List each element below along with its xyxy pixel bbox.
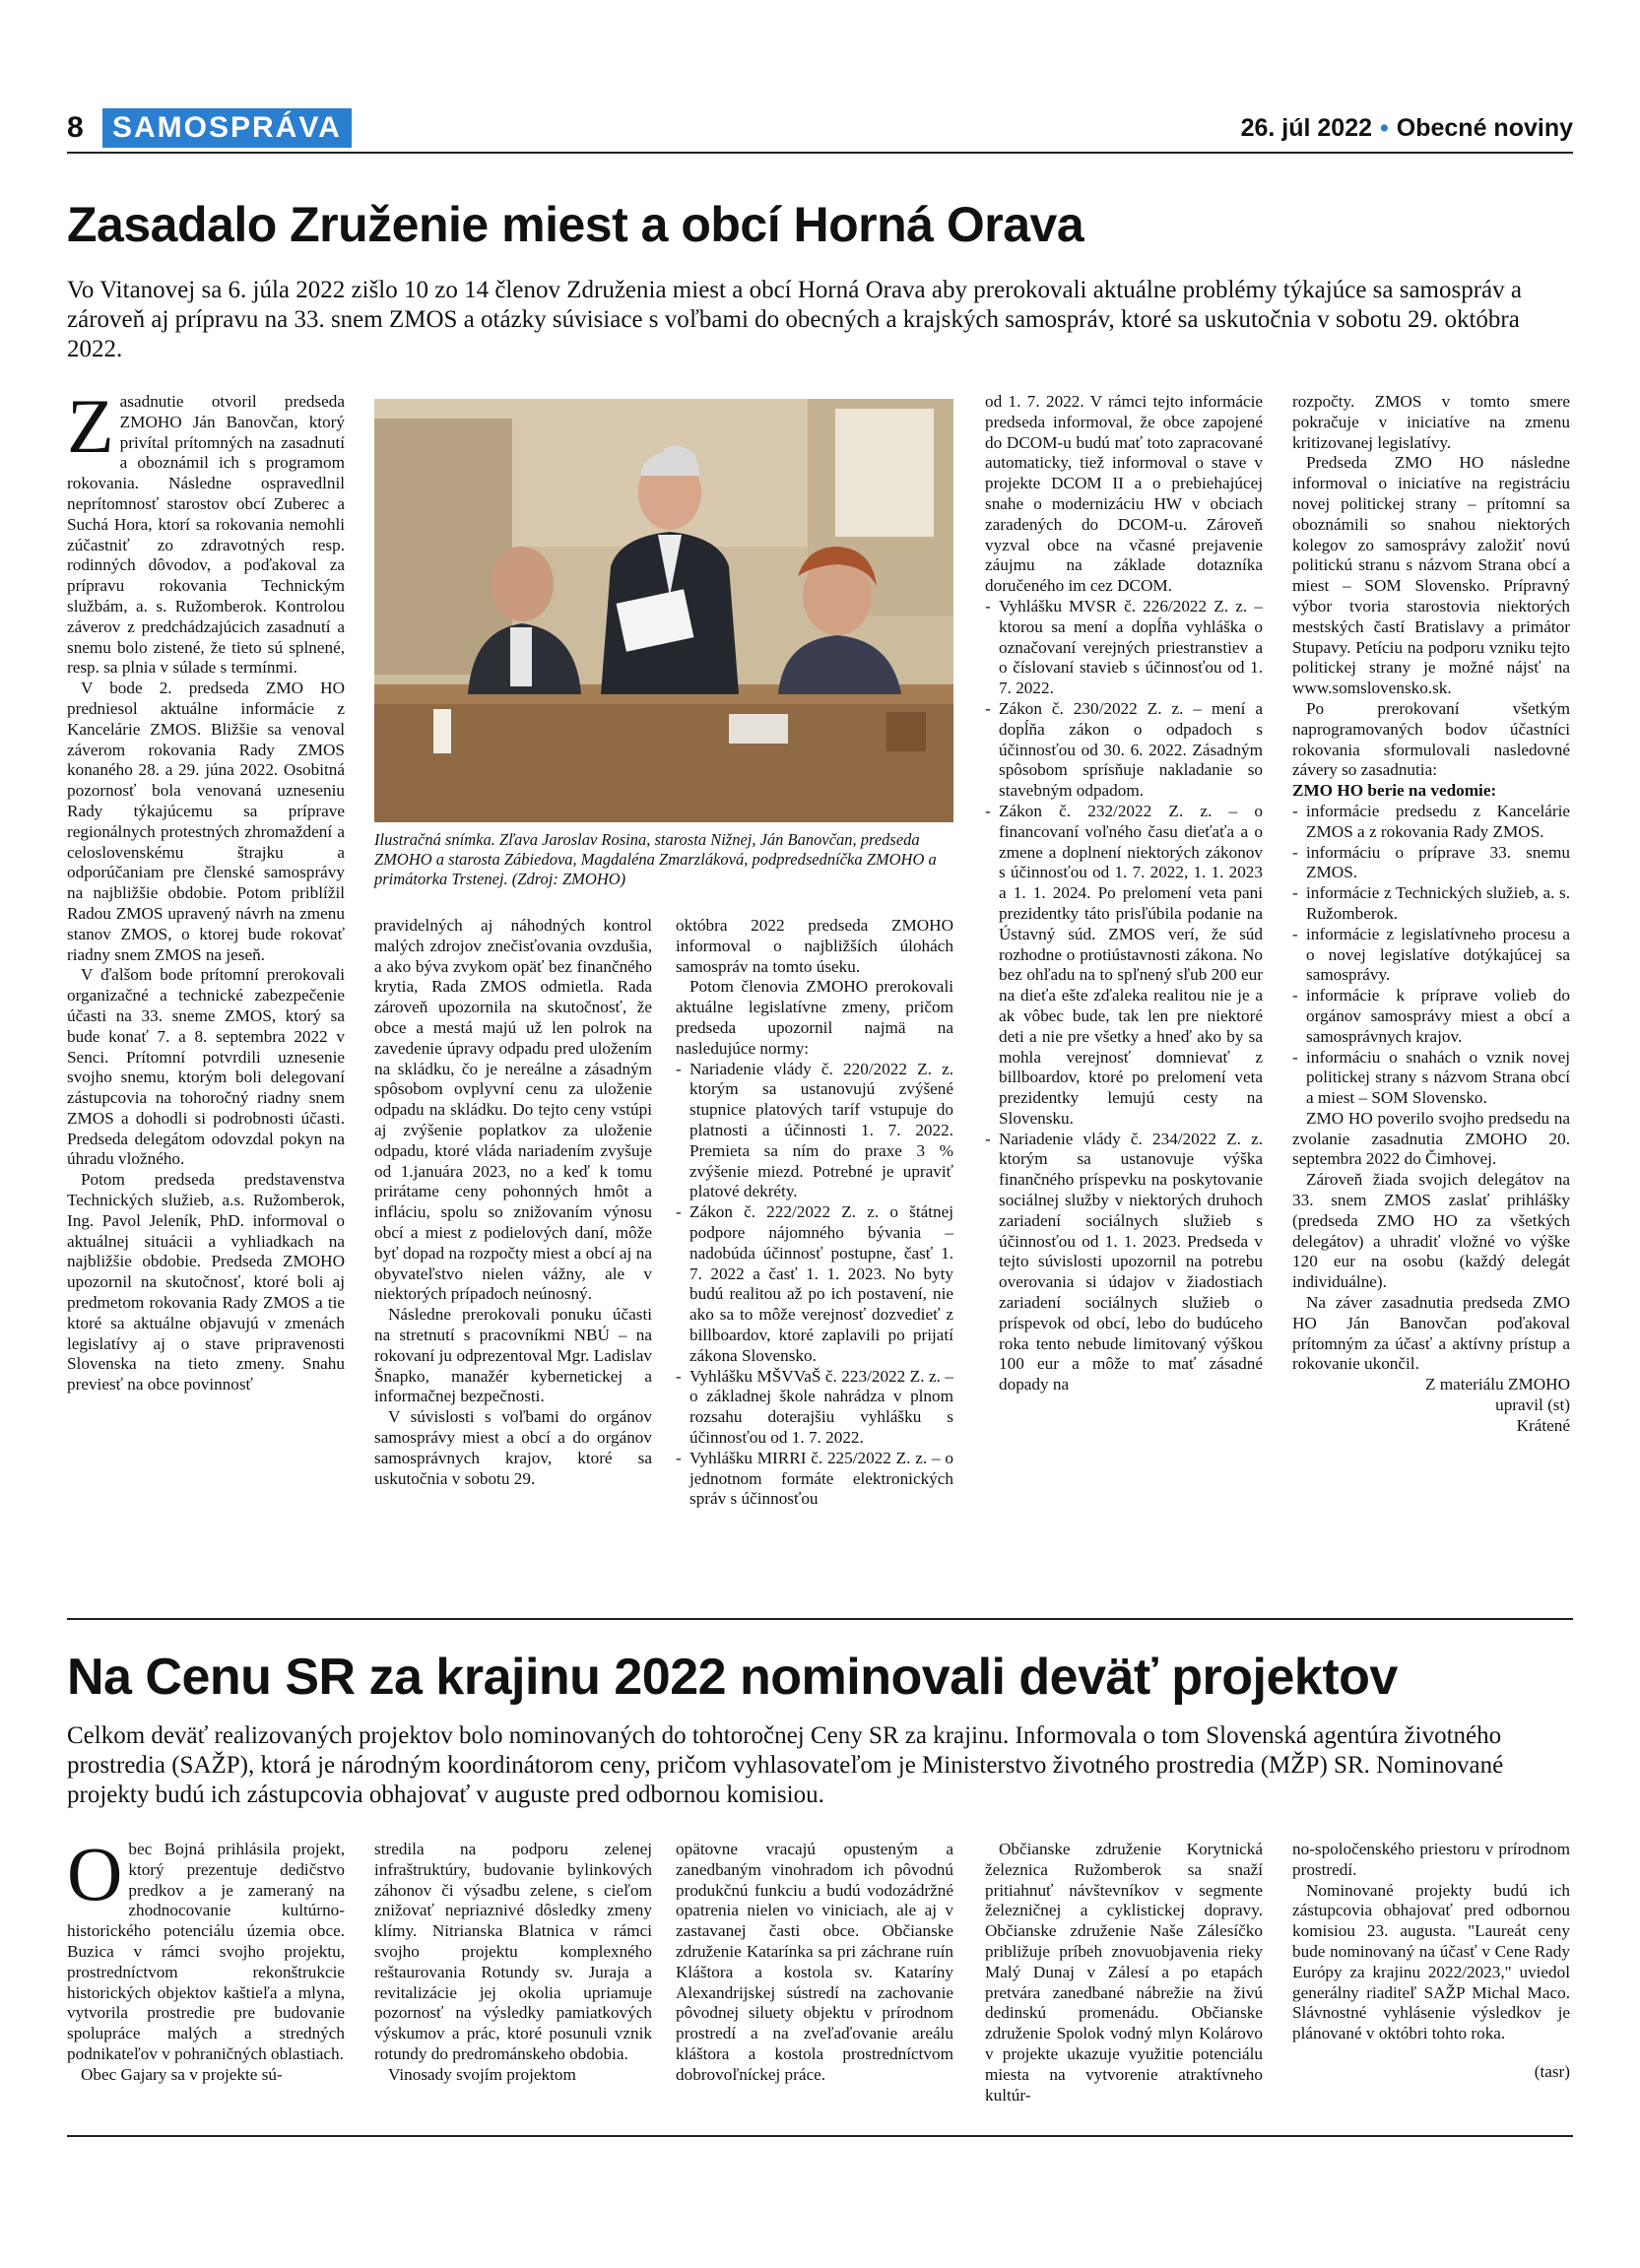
paragraph: Nominované projekty budú ich zástupcovia obhajovať pred odbornou komisiou 23. augusta. "Laureát ceny bude nominovaný na účasť v Cene Rady Európy za krajinu 2022/2023," uviedol generálny riaditeľ SAŽP Michal Maco. Slávnostné vyhlásenie výsledkov je plánované v októbri tohto roka. bbox=[1292, 1880, 1570, 2043]
resolution-heading: ZMO HO berie na vedomie: bbox=[1292, 781, 1497, 801]
publication-name: Obecné noviny bbox=[1396, 114, 1573, 142]
list-item: - Zákon č. 230/2022 Z. z. – mení a dopĺňa zákon o odpadoch s účinnosťou od 30. 6. 2022. Zásadným spôsobom sprísňuje nakladanie so stavebným odpadom. bbox=[985, 698, 1263, 801]
list-item: - Nariadenie vlády č. 234/2022 Z. z. ktorým sa ustanovuje výška finančného príspevku na poskytovanie sociálnej služby v niektorých druhoch zariadení sociálnych služieb s účinnosťou od 1. 1. 2023. Predseda v tejto súvislosti upozornil na potrebu overovania si údajov v žiadostiach zariadení sociálnych služieb o príspevok od obcí, lebo do budúceho roka tento nebude limitovaný výškou 100 eur a môže to mať zásadné dopady na bbox=[985, 1129, 1263, 1394]
paragraph: Občianske združenie Korytnická železnica Ružomberok sa snaží pritiahnuť návštevníkov v segmente železničnej a cyklistickej dopravy. Občianske združenie Naše Zálesíčko približuje príbeh znovuobjavenia rieky Malý Dunaj v Zálesí a po etapách pretvára zanedbané nábrežie na živú dedinskú promenádu. Občianske združenie Spolok vodný mlyn Kolárovo v projekte ukazuje využitie potenciálu miesta na vytvorenie atraktívneho kultúr- bbox=[985, 1840, 1263, 2105]
list-item: - Nariadenie vlády č. 220/2022 Z. z. ktorým sa ustanovujú zvýšené stupnice platových taríf vstupuje do platnosti a účinnosti 1. 7. 2022. Premieta sa ním do praxe 3 % zvýšenie miezd. Potrebné je upraviť platové dekréty. bbox=[676, 1059, 953, 1201]
paragraph: V bode 2. predseda ZMO HO predniesol aktuálne informácie z Kancelárie ZMOS. Bližšie sa venoval záverom rokovania Rady ZMOS konaného 28. a 29. júna 2022. Osobitná pozornosť bola venovaná uzneseniu Rady týkajúcemu sa príprave regionálnych protestných zhromaždení a celoslovenskému štrajku a odporúčaniam pre členské samosprávy na najbližšie obdobie. Potom priblížil Radou ZMOS upravený návrh na zmenu stanov ZMOS, o ktorej bude rokovať riadny snem ZMOS na jeseň. bbox=[67, 679, 345, 964]
list-item: - informáciu o príprave 33. snemu ZMOS. bbox=[1292, 842, 1570, 882]
paragraph: Zároveň žiada svojich delegátov na 33. snem ZMOS zaslať prihlášky (predseda ZMO HO za všetkých delegátov) a uhradiť vložné vo výške 120 eur na osobu (každý delegát individuálne). bbox=[1292, 1170, 1570, 1292]
article2-column-4 bbox=[985, 1840, 1263, 2106]
article2-column-3 bbox=[676, 1840, 953, 2086]
footer-rule bbox=[67, 2135, 1573, 2137]
list-item: - informácie k príprave volieb do orgánov samosprávy miest a obcí a samosprávnych krajov. bbox=[1292, 986, 1570, 1046]
paragraph: V ďalšom bode prítomní prerokovali organizačné a technické zabezpečenie účasti na 33. sneme ZMOS, ktorý sa bude konať 7. a 8. septembra 2022 v Senci. Prítomní potvrdili uznesenie svojho snemu, ktorým boli delegovaní zástupcovia na tohoročný riadny snem ZMOS a dohodli si podrobnosti účasti. Predseda delegátom odovzdal pokyn na úhradu vložného. bbox=[67, 965, 345, 1169]
article1-column-1 bbox=[67, 383, 345, 1395]
agency-credit: (tasr) bbox=[1534, 2061, 1570, 2081]
page-header bbox=[67, 108, 1573, 148]
issue-dateline bbox=[1241, 108, 1573, 148]
paragraph: Potom členovia ZMOHO prerokovali aktuálne legislatívne zmeny, pričom predseda upozornil najmä na nasledujúce normy: bbox=[676, 977, 953, 1058]
article1-column-3 bbox=[676, 916, 953, 1510]
article1-column-5 bbox=[1292, 392, 1570, 1437]
meeting-photo-illustration bbox=[374, 399, 953, 822]
paragraph: októbra 2022 predseda ZMOHO informoval o najbližších úlohách samospráv na tomto úseku. bbox=[676, 916, 953, 976]
article2-column-2 bbox=[374, 1840, 652, 2086]
paragraph: rozpočty. ZMOS v tomto smere pokračuje v iniciatíve na zmenu kritizovanej legislatívy. bbox=[1292, 392, 1570, 452]
dropcap: O bbox=[67, 1831, 123, 1916]
paragraph: Vinosady svojím projektom bbox=[388, 2064, 576, 2084]
paragraph: Predseda ZMO HO následne informoval o iniciatíve na registráciu novej politickej strany – prítomní sa oboznámili so snahou niektorých kolegov zo samosprávy založiť novú politickú stranu s názvom Strana obcí a miest – SOM Slovensko. Prípravný výbor tvoria starostovia niektorých mestských častí Bratislavy a primátor Stupavy. Petíciu na podporu vzniku tejto politickej strany je možné nájsť na www.somslovensko.sk. bbox=[1292, 453, 1570, 698]
list-item: - Vyhlášku MŠVVaŠ č. 223/2022 Z. z. – o základnej škole nahrádza v plnom rozsahu doterajšiu vyhlášku s účinnosťou od 1. 7. 2022. bbox=[676, 1366, 953, 1447]
article2-lead: Celkom deväť realizovaných projektov bolo nominovaných do tohtoročnej Ceny SR za krajinu. Informovala o tom Slovenská agentúra životného prostredia (SAŽP), ktorá je národným koordinátorom ceny, pričom vyhlasovateľom je Ministerstvo životného prostredia (MŽP) SR. Nominované projekty budú ich zástupcovia obhajovať v auguste pred odbornou komisiou. bbox=[67, 1722, 1504, 1808]
page-number: 8 bbox=[67, 111, 84, 144]
dropcap: Z bbox=[67, 383, 114, 469]
abridged-note: Krátené bbox=[1516, 1415, 1570, 1435]
paragraph: asadnutie otvoril predseda ZMOHO Ján Banovčan, ktorý privítal prítomných na zasadnutí a oboznámil ich s programom rokovania. Následne ospravedlnil neprítomnosť starostov obcí Zuberec a Suchá Hora, ktorí sa rokovania nemohli zúčastniť zo zdravotných resp. rodinných dôvodov, a poďakoval za prípravu rokovania Technickým službám, a. s. Ružomberok. Kontrolou záverov z predchádzajúcich zasadnutí a snemu bolo zistené, že tieto sú splnené, resp. sa plnia v súlade s termínmi. bbox=[67, 392, 345, 678]
editor-note: upravil (st) bbox=[1495, 1395, 1570, 1415]
paragraph: Potom predseda predstavenstva Technických služieb, a.s. Ružomberok, Ing. Pavol Jeleník, PhD. informoval o aktuálnej situácii a vyhliadkach na najbližšie obdobie. Predseda ZMOHO upozornil na skutočnosť, ktoré boli aj predmetom rokovania Rady ZMOS a tie ktoré sa aktuálne objavujú v zmenách legislatívy aj o stave pripravenosti Slovenska na tieto zmeny. Snahu previesť na obce povinnosť bbox=[67, 1170, 345, 1394]
paragraph: od 1. 7. 2022. V rámci tejto informácie predseda informoval, že obce zapojené do DCOM-u budú mať toto zapracované automaticky, tiež informoval o stave v projekte DCOM II a o prebiehajúcej snahe o modernizáciu HW v obciach zaradených do DCOM-u. Zároveň vyzval obce na včasné prejavenie záujmu na základe dotazníka doručeného im cez DCOM. bbox=[985, 392, 1263, 596]
list-item: - informáciu o snahách o vznik novej politickej strany s názvom Strana obcí a miest – SOM Slovensko. bbox=[1292, 1047, 1570, 1108]
article-divider bbox=[67, 1618, 1573, 1620]
section-label: SAMOSPRÁVA bbox=[102, 108, 352, 148]
article1-column-4 bbox=[985, 392, 1263, 1395]
paragraph: pravidelných aj náhodných kontrol malých zdrojov znečisťovania ovzdušia, a ako býva zvykom opäť bez finančného krytia, Rada ZMOS odmietla. Rada zároveň upozornila na skutočnosť, že obce a mestá majú už len polrok na zavedenie úpravy odpadu pred uložením na skládku, čo je nereálne a zásadným spôsobom ovplyvní cenu za uloženie odpadu na skládku. Do tejto ceny vstúpi aj zvýšenie poplatkov za uloženie odpadu, ktoré vláda nariadením zvyšuje od 1.januára 2023, no a keď k tomu prirátame ceny pohonných hmôt a infláciu, spolu so znižovaním výnosu obcí a miest z podielových daní, môže byť dopad na rozpočty miest a obcí aj na obyvateľstvo nielen vážny, ale v niektorých prípadoch neúnosný. bbox=[374, 916, 652, 1304]
article2-title: Na Cenu SR za krajinu 2022 nominovali deväť projektov bbox=[67, 1649, 1398, 1706]
article1-lead: Vo Vitanovej sa 6. júla 2022 zišlo 10 zo 14 členov Združenia miest a obcí Horná Orava aby prerokovali aktuálne problémy týkajúce sa samospráv a zároveň aj prípravu na 33. snem ZMOS a otázky súvisiace s voľbami do obecných a krajských samospráv, ktoré sa uskutočnia v sobotu 29. októbra 2022. bbox=[67, 277, 1523, 362]
article2-column-5 bbox=[1292, 1840, 1570, 2083]
header-rule bbox=[67, 152, 1573, 154]
article2-column-1 bbox=[67, 1831, 345, 2086]
list-item: - Vyhlášku MVSR č. 226/2022 Z. z. – ktorou sa mení a dopĺňa vyhláška o označovaní verejných priestranstiev a o číslovaní stavieb s účinnosťou od 1. 7. 2022. bbox=[985, 596, 1263, 698]
paragraph: Na záver zasadnutia predseda ZMO HO Ján Banovčan poďakoval prítomným za účasť a aktívny prístup a rokovanie ukončil. bbox=[1292, 1293, 1570, 1374]
article1-photo bbox=[374, 399, 953, 822]
paragraph: no-spoločenského priestoru v prírodnom prostredí. bbox=[1292, 1840, 1570, 1879]
source-note: Z materiálu ZMOHO bbox=[1424, 1375, 1570, 1394]
list-item: - informácie z Technických služieb, a. s. Ružomberok. bbox=[1292, 883, 1570, 923]
separator-dot: • bbox=[1380, 114, 1389, 142]
list-item: - informácie predsedu z Kancelárie ZMOS a z rokovania Rady ZMOS. bbox=[1292, 801, 1570, 841]
article1-column-2 bbox=[374, 916, 652, 1489]
issue-date: 26. júl 2022 bbox=[1240, 114, 1373, 142]
paragraph: Obec Gajary sa v projekte sú- bbox=[81, 2064, 283, 2084]
list-item: - informácie z legislatívneho procesu a o novej legislatíve dotýkajúcej sa samosprávy. bbox=[1292, 924, 1570, 985]
paragraph: opätovne vracajú opusteným a zanedbaným vinohradom ich pôvodnú produkčnú funkciu a budú vodozádržné opatrenia nielen vo viniciach, ale aj v zastavanej časti obce. Občianske združenie Katarínka sa pri záchrane ruín Kláštora a kostola sv. Kataríny Alexandrijskej sústredí na zachovanie pôvodnej siluety objektu v prírodnom prostredí a na zveľaďovanie areálu kláštora a kostola prostredníctvom dobrovoľníckej práce. bbox=[676, 1840, 953, 2084]
paragraph: ZMO HO poverilo svojho predsedu na zvolanie zasadnutia ZMOHO 20. septembra 2022 do Čimhovej. bbox=[1292, 1108, 1570, 1169]
list-item: - Zákon č. 222/2022 Z. z. o štátnej podpore nájomného bývania – nadobúda účinnosť postupne, časť 1. 7. 2022 a časť 1. 1. 2023. No byty budú realitou až po ich postavení, nie ako sa to môže verejnosť dozvedieť z billboardov, ktoré zaplavili po prijatí zákona Slovensko. bbox=[676, 1202, 953, 1365]
paragraph: stredila na podporu zelenej infraštruktúry, budovanie bylinkových záhonov či výsadbu zelene, s cieľom znižovať nepriaznivé dôsledky zmeny klímy. Nitrianska Blatnica v rámci svojho projektu komplexného reštaurovania Rotundy sv. Juraja a revitalizácie jej okolia upriamuje pozornosť na výsledky pamiatkových výskumov a prác, ktoré posunuli vznik rotundy do predrománskeho obdobia. bbox=[374, 1840, 652, 2063]
paragraph: Po prerokovaní všetkým naprogramovaných bodov účastníci rokovania sformulovali nasledovné závery so zasadnutia: bbox=[1292, 698, 1570, 780]
list-item: - Zákon č. 232/2022 Z. z. – o financovaní voľného času dieťaťa a o zmene a doplnení niektorých zákonov s účinnosťou od 1. 7. 2022, 1. 1. 2023 a 1. 1. 2024. Po prelomení veta pani prezidentky táto prisľúbila podanie na Ústavný súd. ZMOS verí, že súd rozhodne o protiústavnosti zákona. No bez ohľadu na to spľnený sľub 200 eur na dieťa ešte zďaleka realitou nie je a ak vôbec bude, tak len pre niektoré deti a nie pre všetky a hneď ako by sa mohla verejnosť domnievať z billboardov, ktoré po prelomení veta prezidentky lemujú cesty na Slovensku. bbox=[985, 801, 1263, 1128]
paragraph: V súvislosti s voľbami do orgánov samosprávy miest a obcí a do orgánov samosprávnych krajov, ktoré sa uskutočnia v sobotu 29. bbox=[374, 1407, 652, 1488]
list-item: - Vyhlášku MIRRI č. 225/2022 Z. z. – o jednotnom formáte elektronických správ s účinnosťou bbox=[676, 1448, 953, 1509]
paragraph: bec Bojná prihlásila projekt, ktorý prezentuje dedičstvo predkov a je zameraný na zhodnocovanie kultúrno-historického potenciálu územia obce. Buzica v rámci svojho projektu, prostredníctvom rekonštrukcie historických objektov kaštieľa a mlyna, vytvorila prostredie pre budovanie spolupráce malých a stredných podnikateľov v pohraničných oblastiach. bbox=[67, 1840, 345, 2063]
paragraph: Následne prerokovali ponuku účasti na stretnutí s pracovníkmi NBÚ – na rokovaní ju odprezentoval Mgr. Ladislav Šnapko, manažér kybernetickej a informačnej bezpečnosti. bbox=[374, 1305, 652, 1406]
article1-title: Zasadalo Zruženie miest a obcí Horná Orava bbox=[67, 197, 1084, 252]
article1-photo-caption: Ilustračná snímka. Zľava Jaroslav Rosina, starosta Nižnej, Ján Banovčan, predseda ZMOHO a starosta Zábiedova, Magdaléna Zmarzláková, podpredsedníčka ZMOHO a primátorka Trstenej. (Zdroj: ZMOHO) bbox=[374, 830, 937, 888]
